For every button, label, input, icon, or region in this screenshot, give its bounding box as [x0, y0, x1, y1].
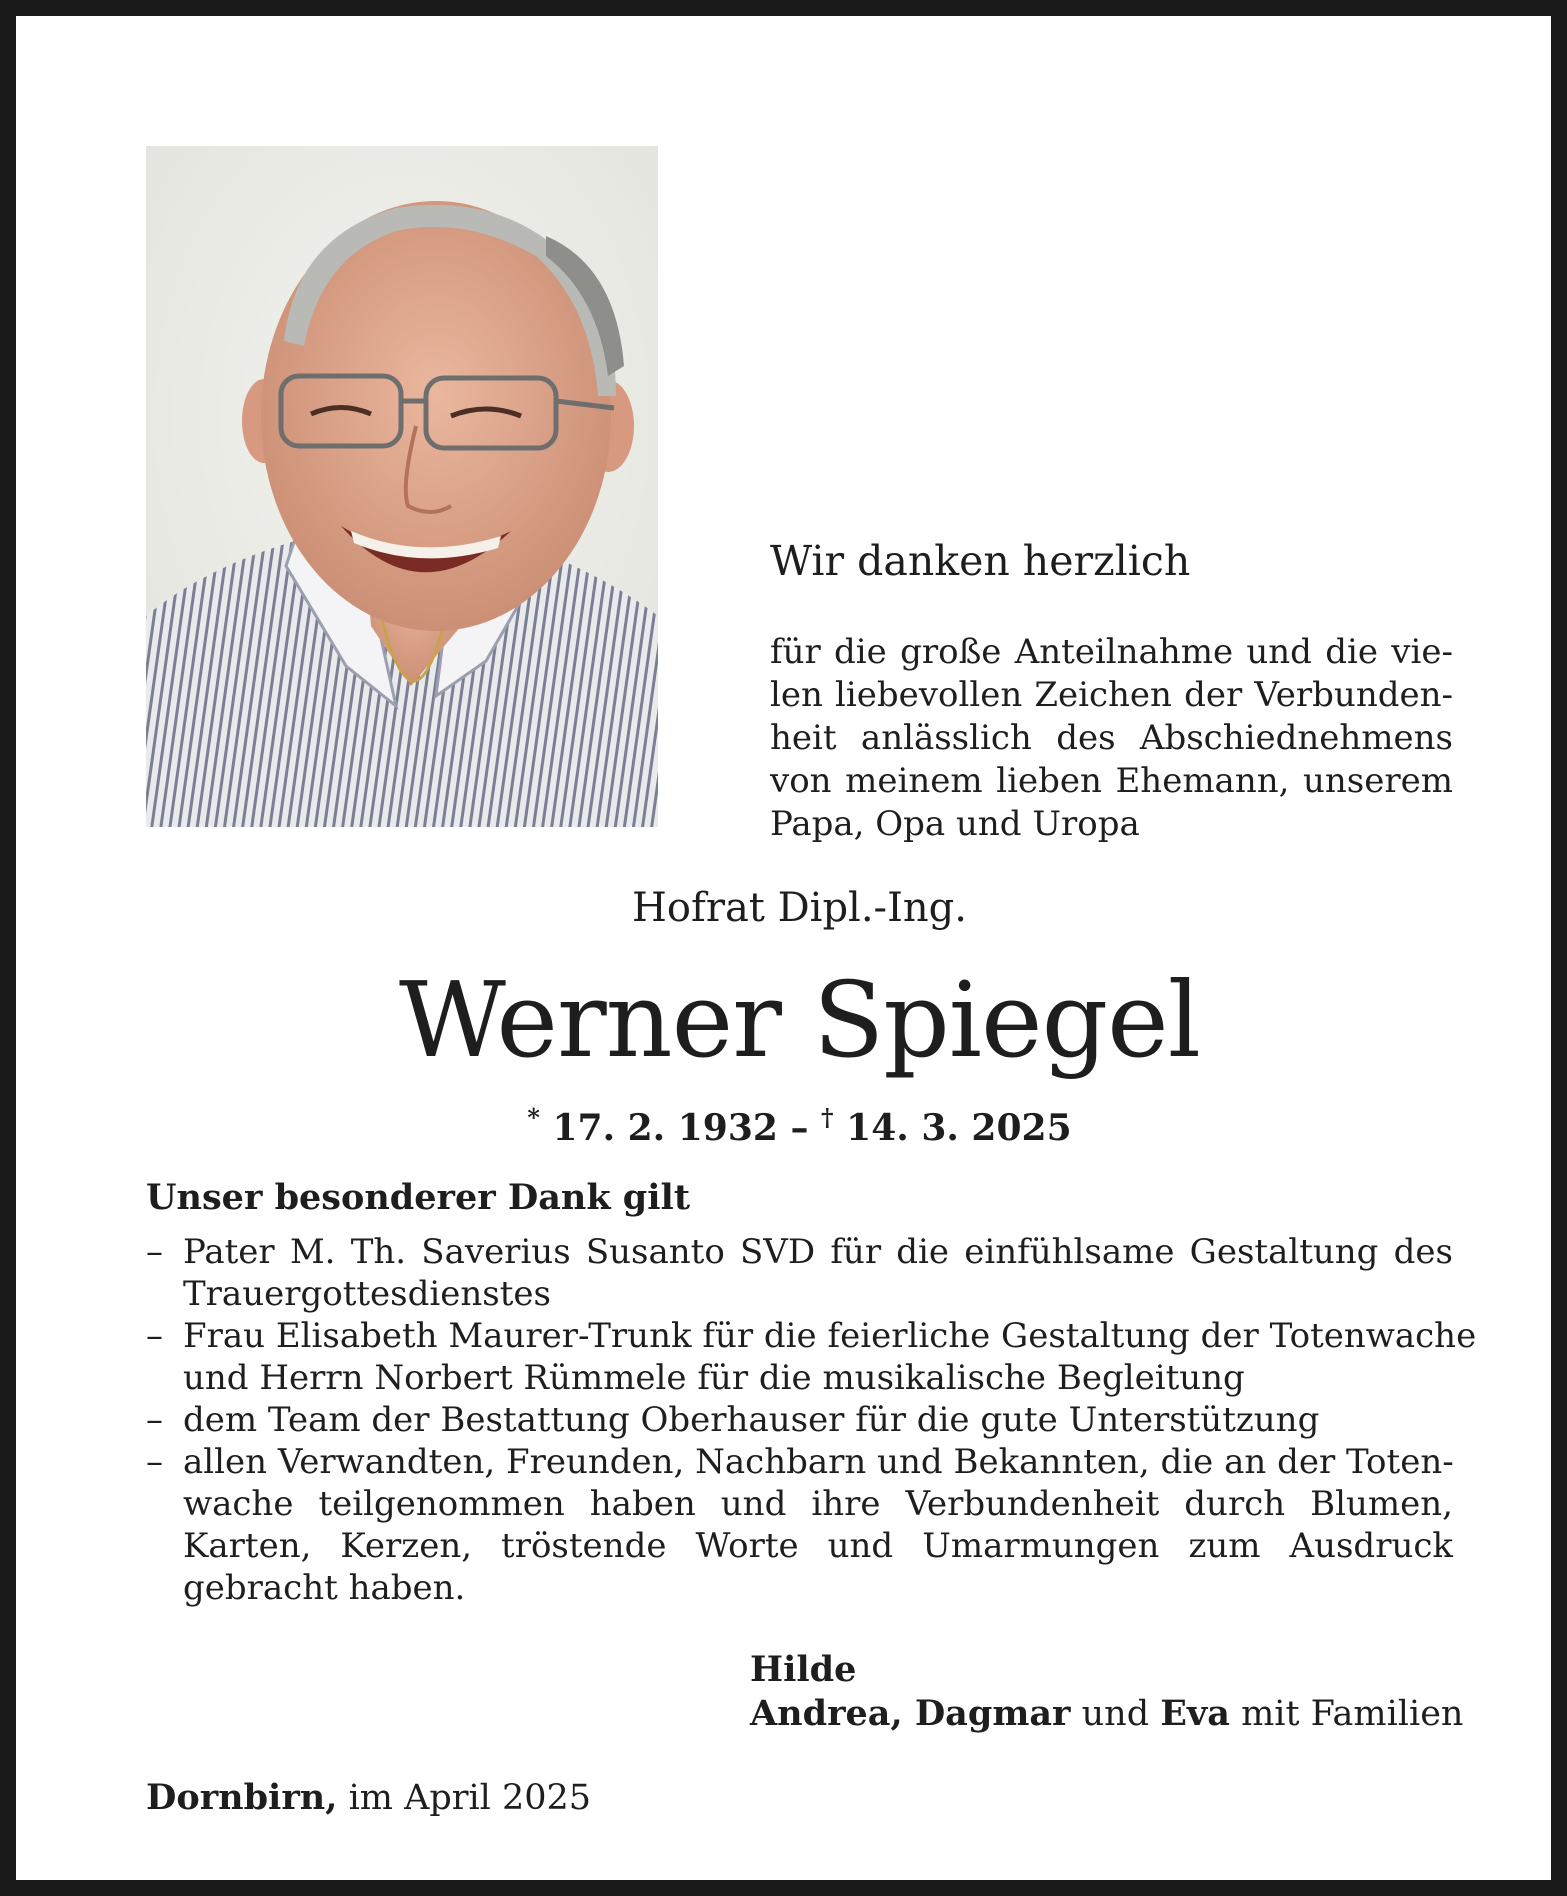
list-item-line: Frau Elisabeth Maurer-Trunk für die feierliche Gestaltung der Totenwache: [183, 1316, 1477, 1356]
thanks-body: [770, 631, 1453, 846]
place-date: [146, 1776, 591, 1820]
list-item-line: allen Verwandten, Freunden, Nachbarn und Bekannten, die an der Toten-: [183, 1442, 1454, 1482]
thanks-body-line: für die große Anteilnahme und die vie-: [770, 632, 1453, 672]
date: im April 2025: [337, 1778, 592, 1818]
thanks-body-line: len liebevollen Zeichen der Verbunden-: [770, 675, 1453, 715]
signature-joiner: und: [1070, 1694, 1161, 1734]
birth-date: 17. 2. 1932: [552, 1107, 778, 1149]
signature-daughter: Eva: [1160, 1693, 1230, 1734]
date-separator: –: [790, 1107, 809, 1149]
list-dash: –: [146, 1400, 163, 1440]
thanks-body-line: heit anlässlich des Abschiednehmens: [770, 718, 1453, 758]
list-item-line: Trauergottesdienstes: [183, 1274, 551, 1314]
thanks-body-line: von meinem lieben Ehemann, unserem: [770, 761, 1453, 801]
signature-daughters: Andrea, Dagmar: [750, 1693, 1071, 1734]
birth-symbol: *: [527, 1103, 540, 1132]
list-item-line: Pater M. Th. Saverius Susanto SVD für die einfühlsame Gestaltung des: [183, 1232, 1453, 1272]
thanks-title: Wir danken herzlich: [770, 537, 1191, 585]
list-item-line: Karten, Kerzen, tröstende Worte und Umarmungen zum Ausdruck: [183, 1526, 1453, 1566]
portrait-photo: [146, 146, 658, 827]
list-item: [146, 1441, 1453, 1609]
life-dates: [16, 1096, 1567, 1150]
portrait-photo-graphic: [146, 146, 658, 827]
list-item-line: gebracht haben.: [183, 1568, 466, 1608]
deceased-name: Werner Spiegel: [399, 959, 1200, 1081]
list-dash: –: [146, 1442, 163, 1482]
signature: [750, 1648, 1463, 1736]
list-item-line: dem Team der Bestattung Oberhauser für die gute Unterstützung: [183, 1400, 1320, 1440]
list-item: [146, 1315, 1477, 1399]
list-item: [146, 1231, 1453, 1315]
honorific-title: Hofrat Dipl.-Ing.: [632, 885, 967, 931]
list-item-line: und Herrn Norbert Rümmele für die musikalische Begleitung: [183, 1358, 1245, 1398]
death-date: 14. 3. 2025: [846, 1107, 1072, 1149]
list-dash: –: [146, 1316, 163, 1356]
special-thanks-list: [146, 1231, 1477, 1609]
list-item-line: wache teilgenommen haben und ihre Verbundenheit durch Blumen,: [183, 1484, 1453, 1524]
signature-suffix: mit Familien: [1229, 1694, 1464, 1734]
place: Dornbirn,: [146, 1777, 338, 1818]
thanks-body-line: Papa, Opa und Uropa: [770, 804, 1140, 844]
signature-widow: Hilde: [750, 1649, 857, 1690]
special-thanks-heading: Unser besonderer Dank gilt: [146, 1177, 691, 1218]
list-item: [146, 1399, 1453, 1441]
death-symbol: †: [821, 1103, 834, 1132]
list-dash: –: [146, 1232, 163, 1272]
